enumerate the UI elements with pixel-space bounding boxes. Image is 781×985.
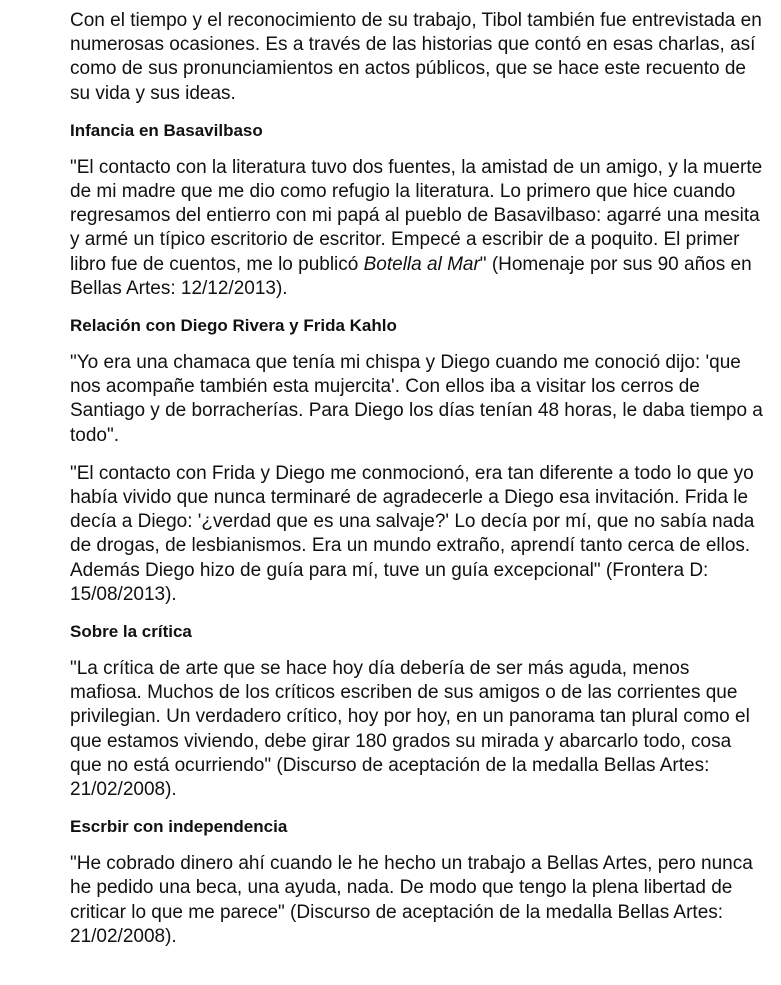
next-heading-clipped: [70, 963, 763, 973]
quote-diego-1: "Yo era una chamaca que tenía mi chispa y Diego cuando me conoció dijo: 'que nos acompañe también esta mujercita'. Con ellos iba a visitar los cerros de Santiago y de borracherías. Para Diego los días tenían 48 horas, le daba tiempo a todo".: [70, 352, 763, 446]
quote-diego-2: "El contacto con Frida y Diego me conmocionó, era tan diferente a todo lo que yo había vivido que nunca terminaré de agradecerle a Diego esa invitación. Frida le decía a Diego: '¿verdad que es una salvaje?' Lo decía por mí, que no sabía nada de drogas, de lesbianismos. Era un mundo extraño, aprendí tanto cerca de ellos. Además Diego hizo de guía para mí, tuve un guía excepcional" (Frontera D: 15/08/2013).: [70, 462, 755, 605]
quote-text: "El contacto con la literatura tuvo dos fuentes, la amistad de un amigo, y la muerte de mi madre que me dio como refugio la literatura. Lo primero que hice cuando regresamos del entierro con mi papá al pueblo de Basavilbaso: agarré una mesita y armé un típico escritorio de escritor. Empecé a escribir de a poquito. El primer libro fue de cuentos, me lo publicó: [70, 156, 763, 275]
book-title: Botella al Mar: [363, 253, 480, 275]
section-heading-critica: Sobre la crítica: [70, 622, 192, 642]
section-heading-infancia: Infancia en Basavilbaso: [70, 120, 263, 140]
section-heading-diego-frida: Relación con Diego Rivera y Frida Kahlo: [70, 316, 397, 336]
quote-independencia: "He cobrado dinero ahí cuando le he hecho un trabajo a Bellas Artes, pero nunca he pedido una beca, una ayuda, nada. De modo que tengo la plena libertad de criticar lo que me parece" (Discurso de aceptación de la medalla Bellas Artes: 21/02/2008).: [70, 853, 753, 947]
intro-paragraph: Con el tiempo y el reconocimiento de su trabajo, Tibol también fue entrevistada en numerosas ocasiones. Es a través de las historias que contó en esas charlas, así como de sus pronunciamientos en actos públicos, que se hace este recuento de su vida y sus ideas.: [70, 10, 762, 104]
quote-infancia: [70, 156, 763, 301]
quote-critica: "La crítica de arte que se hace hoy día debería de ser más aguda, menos mafiosa. Muchos de los críticos escriben de sus amigos o de las corrientes que privilegian. Un verdadero crítico, hoy por hoy, en un panorama tan plural como el que estamos viviendo, debe girar 180 grados su mirada y abarcarlo todo, cosa que no está ocurriendo" (Discurso de aceptación de la medalla Bellas Artes: 21/02/2008).: [70, 658, 750, 801]
section-heading-independencia: Escrbir con independencia: [70, 817, 288, 837]
quote-citation: " (Homenaje por sus 90 años en Bellas Artes: 12/12/2013).: [70, 253, 752, 299]
